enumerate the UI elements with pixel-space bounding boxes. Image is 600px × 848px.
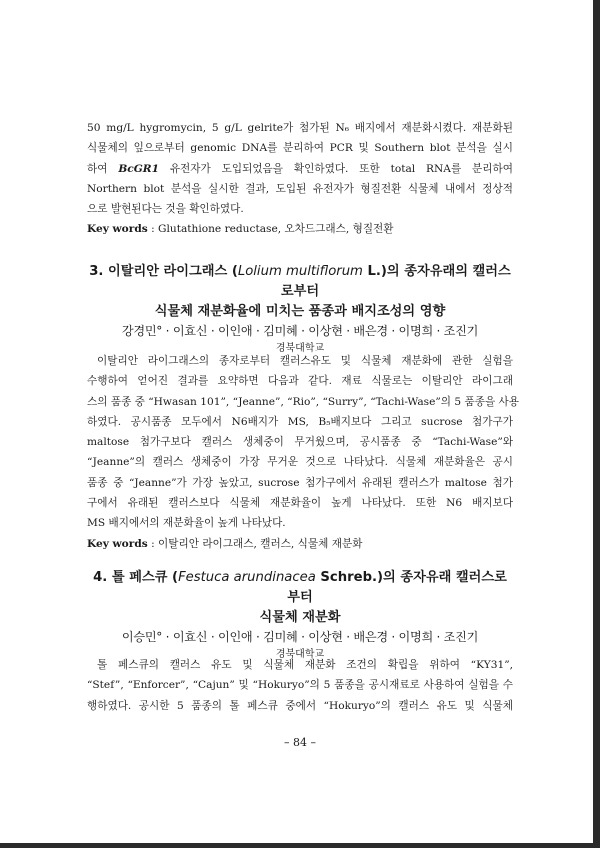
page-number: – 84 – — [284, 736, 316, 749]
text-line: 스의 품종 중 “Hwasan 101”, “Jeanne”, “Rio”, “Surry”, “Tachi-Wase”의 5 품종을 사용 — [87, 395, 520, 408]
section4-affiliation: 경북대학교 — [275, 649, 325, 660]
text-line: 구에서 유래된 캘러스보다 식물체 재분화율이 높게 나타났다. 또한 N6 배지보다 — [87, 497, 513, 510]
keywords-line — [87, 219, 513, 239]
text-line: “Stef”, “Enforcer”, “Cajun” 및 “Hokuryo”의 5 품종을 공시재료로 사용하여 실험을 수 — [87, 679, 513, 692]
text-line: Northern blot 분석을 실시한 결과, 도입된 유전자가 형질전환 식물체 내에서 정상적 — [87, 182, 513, 195]
text-line: 수행하여 얻어진 결과를 요약하면 다음과 같다. 재료 식물로는 이탈리안 라이그래 — [87, 375, 513, 388]
section3-affiliation: 경북대학교 — [275, 343, 325, 354]
section3-title — [87, 262, 513, 322]
text-line: 하여 BcGR1 유전자가 도입되었음을 확인하였다. 또한 total RNA를 분리하여 — [87, 162, 513, 175]
species-name: Lolium multiflorum — [237, 264, 363, 279]
title-part: 3. 이탈리안 라이그래스 ( — [89, 264, 238, 279]
text-line: MS 배지에서의 재분화율이 높게 나타났다. — [87, 517, 286, 530]
species-name: Festuca arundinacea — [178, 570, 316, 585]
text-line: 행하였다. 공시한 5 품종의 톨 페스큐 중에서 “Hokuryo”의 캘러스 유도 및 식물체 — [87, 699, 513, 712]
keywords-label: Key words — [87, 537, 148, 550]
text-line: 품종 중 “Jeanne”가 가장 높았고, sucrose 첨가구에서 유래된 캘러스가 maltose 첨가 — [87, 476, 513, 489]
keywords-line — [87, 534, 513, 554]
section3-authors: 강경민° · 이효신 · 이인애 · 김미혜 · 이상현 · 배은경 · 이명희 · 조진기 — [121, 324, 479, 338]
page-shadow-bottom — [0, 843, 600, 848]
keywords-label: Key words — [87, 223, 148, 236]
text-line: 으로 발현된다는 것을 확인하였다. — [87, 203, 244, 216]
text-line: maltose 첨가구보다 캘러스 생체중이 무거웠으며, 공시품종 중 “Tachi-Wase”와 — [87, 436, 513, 449]
keywords-text: : 이탈리안 라이그래스, 캘러스, 식물체 재분화 — [151, 537, 363, 550]
title-part: L.)의 종자유래의 캘러스로부터 — [280, 264, 511, 299]
section4-title — [87, 568, 513, 628]
text-line: 50 mg/L hygromycin, 5 g/L gelrite가 첨가된 N₆ 배지에서 재분화시켰다. 재분화된 — [87, 122, 513, 134]
text-line: 톨 페스큐의 캘러스 유도 및 식물체 재분화 조건의 확립을 위하여 “KY31”, — [97, 659, 513, 671]
keywords-text: : Glutathione reductase, 오차드그래스, 형질전환 — [151, 223, 394, 236]
title-part: Schreb.)의 종자유래 캘러스로부터 — [287, 570, 507, 605]
text-line: 이탈리안 라이그래스의 종자로부터 캘러스유도 및 식물체 재분화에 관한 실험을 — [97, 355, 513, 367]
section3-paragraph — [87, 351, 520, 554]
text-line: 하였다. 공시품종 모두에서 N6배지가 MS, B₅배지보다 그리고 sucrose 첨가구가 — [87, 415, 513, 428]
title-part: 식물체 재분화 — [259, 610, 341, 625]
page-shadow-right — [593, 0, 600, 848]
section1-paragraph — [87, 118, 513, 239]
text-line: 식물체의 잎으로부터 genomic DNA를 분리하여 PCR 및 Southern blot 분석을 실시 — [87, 142, 513, 155]
title-part: 4. 톨 페스큐 ( — [93, 570, 179, 585]
section4-header — [87, 568, 513, 663]
section4-paragraph — [87, 655, 513, 716]
gene-name: BcGR1 — [118, 162, 159, 175]
text-line: “Jeanne”의 캘러스 생체중이 가장 무거운 것으로 나타났다. 식물체 재분화율은 공시 — [87, 456, 513, 469]
section3-header — [87, 262, 513, 357]
section4-authors: 이승민° · 이효신 · 이인애 · 김미혜 · 이상현 · 배은경 · 이명희 · 조진기 — [121, 630, 479, 644]
title-part: 식물체 재분화율에 미치는 품종과 배지조성의 영향 — [154, 304, 446, 319]
